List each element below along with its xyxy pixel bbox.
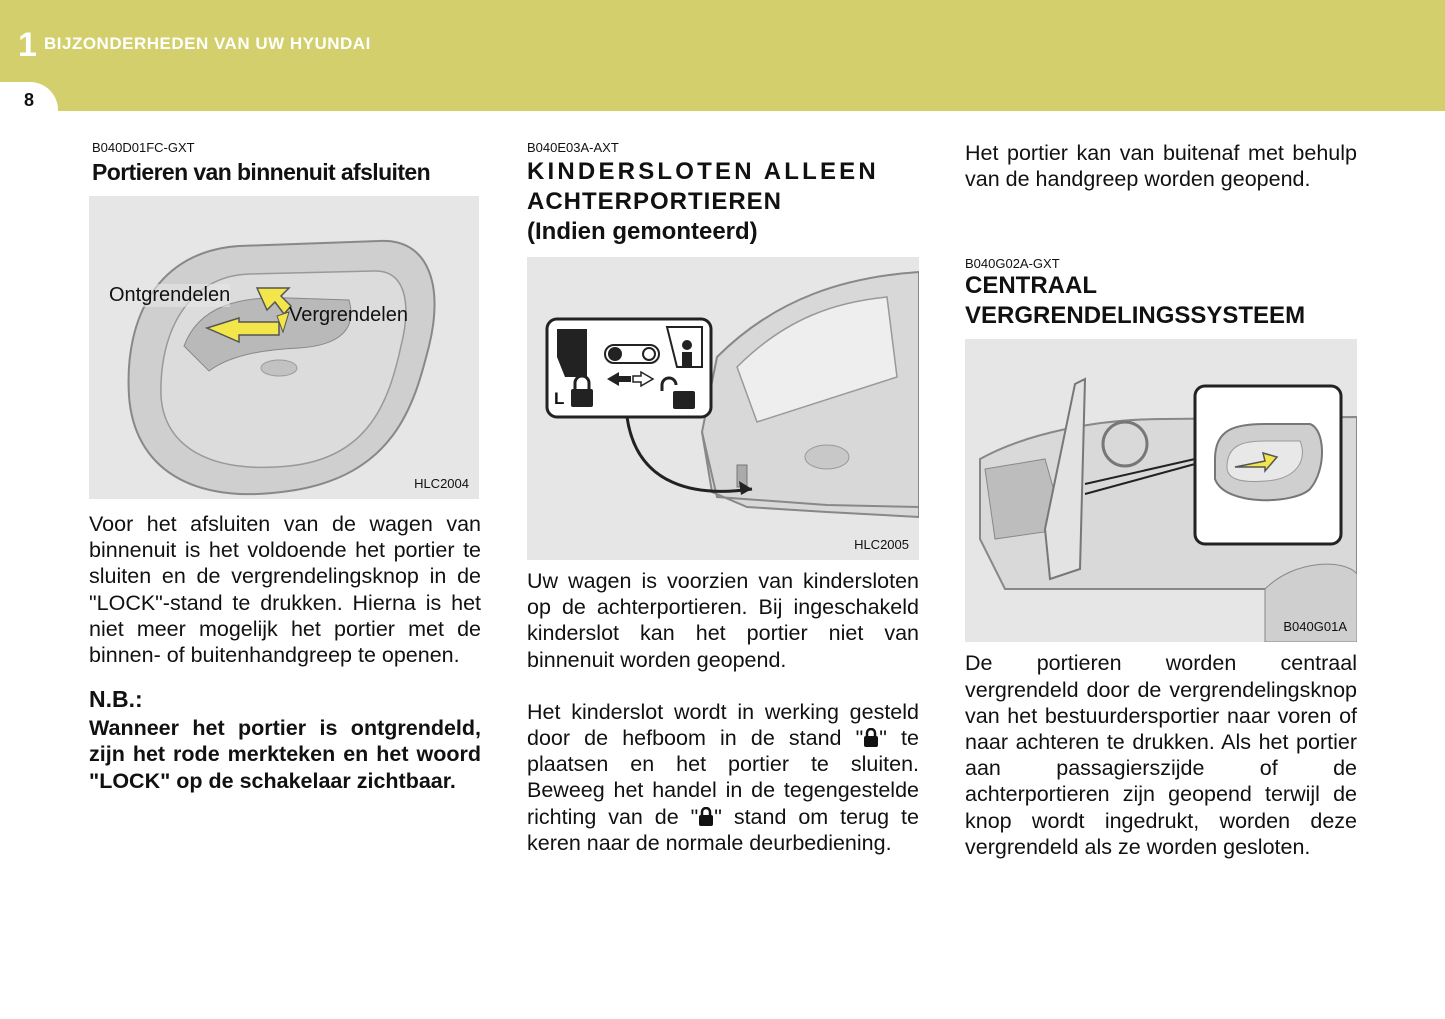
rear-door-illustration — [527, 257, 919, 560]
chapter-number: 1 — [18, 26, 37, 64]
section-title-line1: KINDERSLOTEN ALLEEN — [527, 158, 879, 185]
open-driver-door-illustration — [965, 339, 1357, 642]
figure-code: B040G01A — [1283, 619, 1347, 635]
body-paragraph: Voor het afsluiten van de wagen van binnenuit is het voldoende het portier te sluiten en de vergrendelingsknop in de "LOCK"-stand te drukken. Hierna is het niet meer mogelijk het portier met de binnen- of buitenhandgreep te openen. — [89, 512, 481, 668]
column-central-locking — [965, 140, 1357, 860]
inner-door-handle-illustration — [89, 196, 479, 499]
figure-code: HLC2004 — [414, 476, 469, 491]
lock-inline-icon — [863, 728, 879, 748]
section-code: B040E03A-AXT — [527, 140, 619, 155]
page-number: 8 — [24, 90, 35, 110]
figure-code: HLC2005 — [854, 537, 909, 552]
chapter-title: BIJZONDERHEDEN VAN UW HYUNDAI — [44, 34, 371, 53]
column-child-locks — [527, 140, 919, 856]
figure-central-locking — [965, 339, 1357, 642]
body-paragraph-1: Uw wagen is voorzien van kindersloten op de achterportieren. Bij ingeschakeld kinderslot kan het portier niet van binnenuit worden geopend. — [527, 569, 919, 672]
section-title-line2: ACHTERPORTIEREN — [527, 188, 783, 215]
lock-label: L — [554, 389, 565, 408]
lock-inline-icon — [698, 807, 714, 827]
section-title-line3: (Indien gemonteerd) — [527, 218, 758, 245]
chapter-header — [0, 0, 1445, 111]
label-unlock: Ontgrendelen — [109, 284, 231, 306]
figure-inner-handle — [89, 196, 479, 499]
note-text: Wanneer het portier is ontgrendeld, zijn het rode merkteken en het woord "LOCK" op de schakelaar zichtbaar. — [89, 716, 481, 793]
figure-child-lock — [527, 257, 919, 560]
section-code: B040G02A-GXT — [965, 256, 1060, 272]
section-title: Portieren van binnenuit afsluiten — [92, 159, 431, 185]
body-paragraph-2: Het kinderslot wordt in werking gesteld door de hefboom in de stand " " te plaatsen en het portier te sluiten. Beweeg het handel in de tegengestelde richting van de " " stand om terug te keren naar de normale deurbediening. — [527, 699, 919, 855]
intro-paragraph: Het portier kan van buitenaf met behulp van de handgreep worden geopend. — [965, 141, 1357, 192]
note-title: N.B.: — [89, 686, 143, 713]
body-paragraph: De portieren worden centraal vergrendeld door de vergrendelingsknop van het bestuurdersportier naar voren of naar achteren te drukken. Als het portier aan passagierszijde of de achterportieren zijn geopend terwijl de knop wordt ingedrukt, worden deze vergrendeld als ze worden gesloten. — [965, 651, 1357, 859]
column-door-locking — [89, 140, 481, 794]
section-title-line1: CENTRAAL — [965, 272, 1097, 300]
section-code: B040D01FC-GXT — [92, 140, 195, 155]
label-lock: Vergrendelen — [289, 304, 408, 326]
section-title-line2: VERGRENDELINGSSYSTEEM — [965, 302, 1306, 330]
